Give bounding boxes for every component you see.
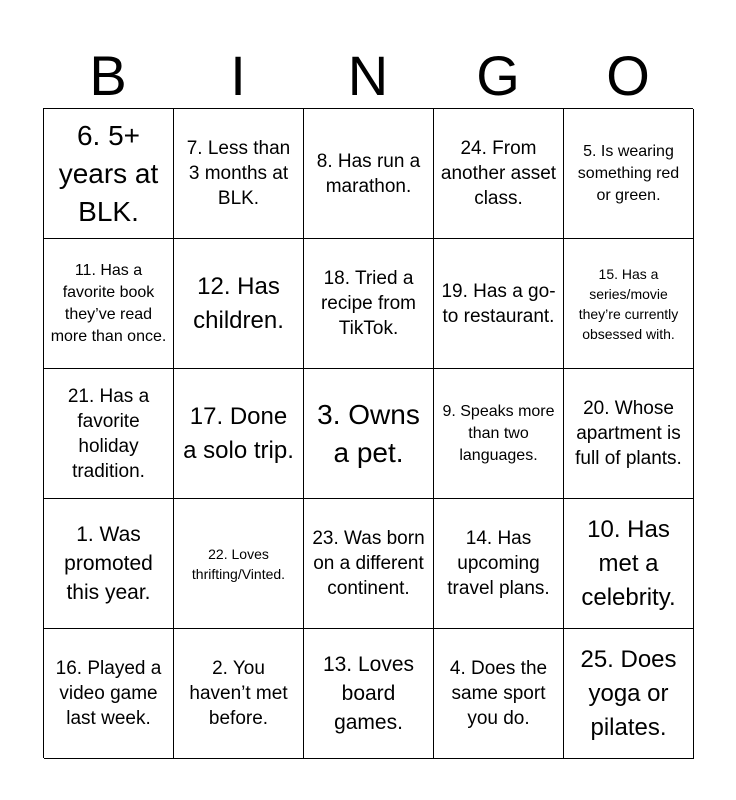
bingo-cell[interactable] [434,629,564,759]
cell-text: 19. Has a go-to restaurant. [441,280,556,327]
header-letter-o: O [606,44,650,107]
bingo-cell[interactable] [304,629,434,759]
cell-text: 1. Was promoted this year. [64,523,153,604]
header-letter-g: G [476,44,520,107]
cell-text: 22. Loves thrifting/Vinted. [191,545,286,582]
bingo-grid [43,108,693,758]
bingo-cell[interactable] [564,499,694,629]
cell-text: 23. Was born on a different continent. [312,528,425,599]
cell-text: 6. 5+ years at BLK. [58,119,159,227]
bingo-cell[interactable] [174,369,304,499]
bingo-cell[interactable] [434,499,564,629]
bingo-cell[interactable] [44,629,174,759]
cell-text: 21. Has a favorite holiday tradition. [67,385,150,482]
cell-text: 15. Has a series/movie they’re currently obsessed with. [578,265,679,342]
bingo-cell[interactable] [44,369,174,499]
cell-text: 4. Does the same sport you do. [449,658,548,729]
bingo-cell[interactable] [174,109,304,239]
bingo-header [43,44,693,108]
header-letter-i: I [230,44,246,107]
bingo-cell[interactable] [564,629,694,759]
bingo-cell[interactable] [564,369,694,499]
cell-text: 25. Does yoga or pilates. [580,645,677,741]
cell-text: 24. From another asset class. [440,138,557,209]
cell-text: 7. Less than 3 months at BLK. [186,138,291,209]
cell-text: 2. You haven’t met before. [189,658,288,729]
bingo-cell[interactable] [44,499,174,629]
bingo-cell[interactable] [304,499,434,629]
bingo-cell[interactable] [434,109,564,239]
header-letter-n: N [347,44,389,107]
bingo-cell[interactable] [44,239,174,369]
cell-text: 14. Has upcoming travel plans. [447,528,550,599]
bingo-cell[interactable] [564,239,694,369]
cell-text: 10. Has met a celebrity. [581,515,676,611]
bingo-cell[interactable] [304,239,434,369]
bingo-cell[interactable] [174,629,304,759]
cell-text: 12. Has children. [193,272,284,334]
bingo-cell[interactable] [174,239,304,369]
bingo-cell[interactable] [434,369,564,499]
cell-text: 3. Owns a pet. [317,398,420,468]
cell-text: 18. Tried a recipe from TikTok. [320,268,417,339]
bingo-cell[interactable] [44,109,174,239]
cell-text: 17. Done a solo trip. [183,402,294,464]
cell-text: 11. Has a favorite book they’ve read more than once. [50,261,167,345]
cell-text: 9. Speaks more than two languages. [442,402,555,464]
cell-text: 8. Has run a marathon. [316,150,421,197]
cell-text: 20. Whose apartment is full of plants. [575,398,682,469]
bingo-cell[interactable] [564,109,694,239]
bingo-cell[interactable] [304,369,434,499]
bingo-cell[interactable] [434,239,564,369]
cell-text: 16. Played a video game last week. [55,658,162,729]
cell-text: 5. Is wearing something red or green. [577,142,680,204]
header-letter-b: B [89,44,127,107]
bingo-cell[interactable] [304,109,434,239]
cell-text: 13. Loves board games. [322,653,415,734]
bingo-cell[interactable] [174,499,304,629]
